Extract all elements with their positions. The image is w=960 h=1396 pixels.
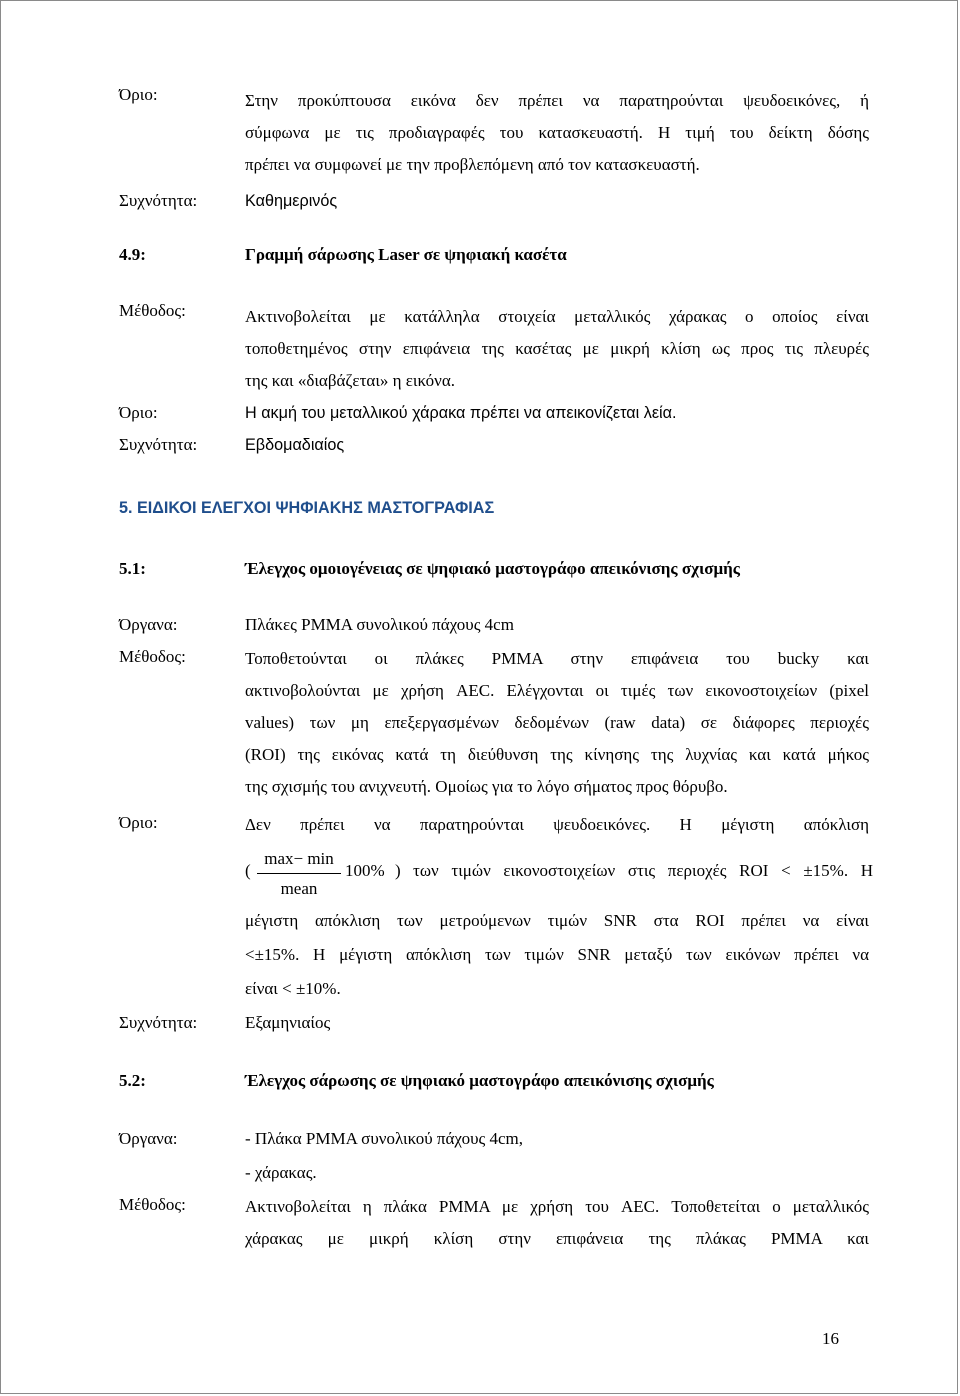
method-line-4: (ROI) της εικόνας κατά τη διεύθυνση της κίνησης της λυχνίας και κατά μήκος <box>245 745 869 764</box>
frequency-row <box>119 185 869 217</box>
formula-close-paren: ) <box>395 861 401 880</box>
limit-row <box>119 397 869 429</box>
section-heading: 5. ΕΙΔΙΚΟΙ ΕΛΕΓΧΟΙ ΨΗΦΙΑΚΗΣ ΜΑΣΤΟΓΡΑΦΙΑΣ <box>119 499 495 517</box>
frequency-row <box>119 1013 869 1033</box>
heading-5-1 <box>119 559 869 579</box>
heading-title: Έλεγχος σάρωσης σε ψηφιακό μαστογράφο απεικόνισης σχισμής <box>245 1071 714 1090</box>
instruments-value: Πλάκες PMMA συνολικού πάχους 4cm <box>245 615 514 634</box>
frequency-value: Εξαμηνιαίος <box>245 1013 331 1032</box>
instruments-row <box>119 615 869 635</box>
limit-line-4: είναι < ±10%. <box>245 979 341 998</box>
formula-after-text: των τιμών εικονοστοιχείων στις περιοχές ROI < ±15%. Η <box>413 861 873 880</box>
method-line-1: Ακτινοβολείται η πλάκα PMMA με χρήση του AEC. Τοποθετείται ο μεταλλικός <box>245 1197 869 1216</box>
formula-open-paren: ( <box>245 861 251 880</box>
limit-line-2: σύμφωνα με τις προδιαγραφές του κατασκευαστή. Η τιμή του δείκτη δόσης <box>245 123 869 142</box>
method-line-1: Τοποθετούνται οι πλάκες PMMA στην επιφάνεια του bucky και <box>245 649 869 668</box>
method-label: Μέθοδος: <box>119 301 186 320</box>
method-line-1: Ακτινοβολείται με κατάλληλα στοιχεία μεταλλικός χάρακας ο οποίος είναι <box>245 307 869 326</box>
heading-number: 5.2: <box>119 1071 146 1090</box>
frequency-row <box>119 429 869 461</box>
frequency-label: Συχνότητα: <box>119 191 198 210</box>
frequency-label: Συχνότητα: <box>119 435 198 454</box>
frequency-value: Καθημερινός <box>245 192 338 210</box>
instrument-line-2: - χάρακας. <box>245 1163 317 1182</box>
method-line-2: χάρακας με μικρή κλίση στην επιφάνεια της πλάκας PMMA και <box>245 1229 869 1248</box>
formula-denominator: mean <box>280 879 318 898</box>
limit-label: Όριο: <box>119 85 158 104</box>
limit-line-1: Δεν πρέπει να παρατηρούνται ψευδοεικόνες. Η μέγιστη απόκλιση <box>245 815 869 834</box>
frequency-label: Συχνότητα: <box>119 1013 198 1032</box>
page-number: 16 <box>822 1329 839 1348</box>
limit-label: Όριο: <box>119 813 158 832</box>
heading-title: Έλεγχος ομοιογένειας σε ψηφιακό μαστογράφο απεικόνισης σχισμής <box>245 559 740 578</box>
limit-value: Η ακμή του μεταλλικού χάρακα πρέπει να απεικονίζεται λεία. <box>245 404 677 422</box>
limit-line-2: μέγιστη απόκλιση των μετρούμενων τιμών SNR στα ROI πρέπει να είναι <box>245 911 869 930</box>
instruments-label: Όργανα: <box>119 615 178 634</box>
deviation-formula <box>245 851 873 901</box>
formula-numerator: max− min <box>264 849 334 868</box>
heading-number: 4.9: <box>119 245 146 264</box>
method-line-2: ακτινοβολούνται με χρήση AEC. Ελέγχονται οι τιμές των εικονοστοιχείων (pixel <box>245 681 869 700</box>
limit-line-3: <±15%. Η μέγιστη απόκλιση των τιμών SNR μεταξύ των εικόνων πρέπει να <box>245 945 869 964</box>
limit-line-3: πρέπει να συμφωνεί με την προβλεπόμενη από τον κατασκευαστή. <box>245 155 700 174</box>
method-line-5: της σχισμής του ανιχνευτή. Ομοίως για το λόγο σήματος προς θόρυβο. <box>245 777 728 796</box>
instruments-label: Όργανα: <box>119 1129 178 1148</box>
limit-label: Όριο: <box>119 403 158 422</box>
method-line-2: τοποθετημένος στην επιφάνεια της κασέτας με μικρή κλίση ως προς τις πλευρές <box>245 339 869 358</box>
heading-4-9 <box>119 245 869 265</box>
frequency-value: Εβδομαδιαίος <box>245 436 345 454</box>
instruments-row <box>119 1129 869 1149</box>
heading-number: 5.1: <box>119 559 146 578</box>
formula-times: 100% <box>345 861 385 880</box>
method-line-3: της και «διαβάζεται» η εικόνα. <box>245 371 456 390</box>
fraction-bar <box>257 873 341 874</box>
heading-5-2 <box>119 1071 869 1091</box>
method-label: Μέθοδος: <box>119 1195 186 1214</box>
method-line-3: values) των μη επεξεργασμένων δεδομένων (raw data) σε διάφορες περιοχές <box>245 713 869 732</box>
limit-line-1: Στην προκύπτουσα εικόνα δεν πρέπει να παρατηρούνται ψευδοεικόνες, ή <box>245 91 869 110</box>
heading-title: Γραμμή σάρωσης Laser σε ψηφιακή κασέτα <box>245 245 567 264</box>
method-label: Μέθοδος: <box>119 647 186 666</box>
instrument-line-1: - Πλάκα PMMA συνολικού πάχους 4cm, <box>245 1129 524 1148</box>
